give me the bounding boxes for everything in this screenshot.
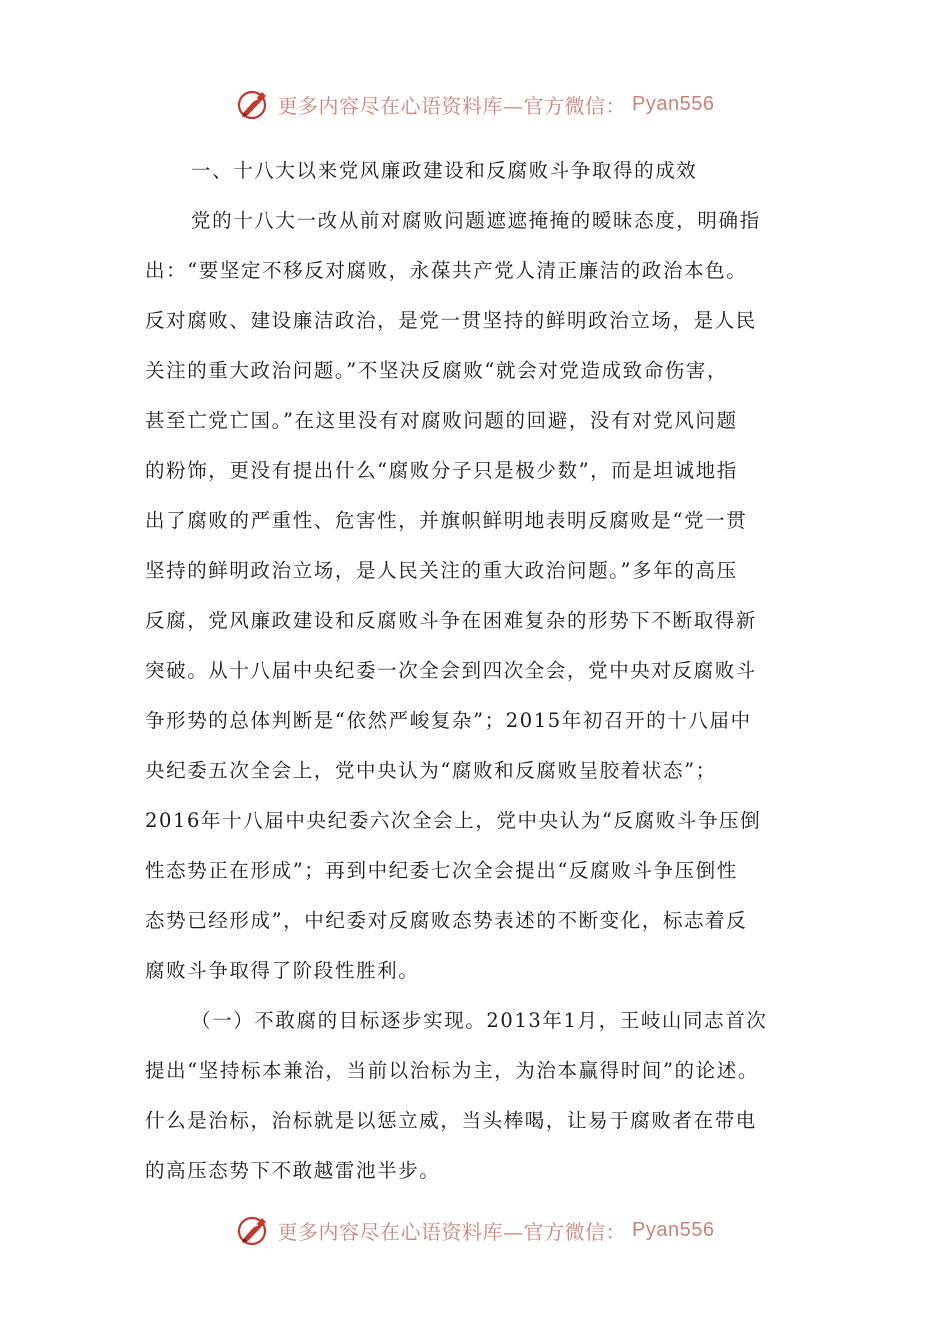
text-line: 反对腐败、建设廉洁政治，是党一贯坚持的鲜明政治立场，是人民 [145, 309, 757, 332]
footer-watermark [0, 1208, 950, 1252]
text-line: 性态势正在形成”；再到中纪委七次全会提出“反腐败斗争压倒性 [145, 859, 738, 882]
watermark-text: 更多内容尽在心语资料库—官方微信： [277, 1219, 627, 1244]
text-line: 什么是治标，治标就是以惩立威，当头棒喝，让易于腐败者在带电 [145, 1109, 757, 1132]
text-line: 2016年十八届中央纪委六次全会上，党中央认为“反腐败斗争压倒 [145, 809, 762, 832]
text-line: 的高压态势下不敢越雷池半步。 [145, 1159, 441, 1182]
document-body [145, 146, 810, 1196]
text-line: 突破。从十八届中央纪委一次全会到四次全会，党中央对反腐败斗 [145, 659, 757, 682]
text-line: 出了腐败的严重性、危害性，并旗帜鲜明地表明反腐败是“党一贯 [145, 509, 748, 532]
section-heading: 一、十八大以来党风廉政建设和反腐败斗争取得的成效 [191, 159, 698, 182]
pen-logo-icon [236, 1212, 272, 1248]
watermark-wechat-id: Pyan556 [632, 1218, 715, 1241]
text-line: 出：“要坚定不移反对腐败，永葆共产党人清正廉洁的政治本色。 [145, 259, 748, 282]
text-line: 态势已经形成”，中纪委对反腐败态势表述的不断变化，标志着反 [145, 909, 748, 932]
watermark-wechat-id: Pyan556 [632, 92, 715, 115]
watermark-text: 更多内容尽在心语资料库—官方微信： [277, 93, 627, 118]
text-line: 争形势的总体判断是“依然严峻复杂”；2015年初召开的十八届中 [145, 709, 752, 732]
text-line: 坚持的鲜明政治立场，是人民关注的重大政治问题。”多年的高压 [145, 559, 738, 582]
text-line: 反腐，党风廉政建设和反腐败斗争在困难复杂的形势下不断取得新 [145, 609, 757, 632]
header-watermark [0, 82, 950, 126]
subsection-line: （一）不敢腐的目标逐步实现。2013年1月，王岐山同志首次 [191, 1009, 768, 1032]
text-line: 关注的重大政治问题。”不坚决反腐败“就会对党造成致命伤害， [145, 359, 729, 382]
text-line: 甚至亡党亡国。”在这里没有对腐败问题的回避，没有对党风问题 [145, 409, 738, 432]
text-line: 腐败斗争取得了阶段性胜利。 [145, 959, 420, 982]
text-line: 央纪委五次全会上，党中央认为“腐败和反腐败呈胶着状态”； [145, 759, 717, 782]
text-line: 的粉饰，更没有提出什么“腐败分子只是极少数”，而是坦诚地指 [145, 459, 738, 482]
text-line: 提出“坚持标本兼治，当前以治标为主，为治本赢得时间”的论述。 [145, 1059, 759, 1082]
text-line: 党的十八大一改从前对腐败问题遮遮掩掩的暧昧态度，明确指 [191, 209, 761, 232]
pen-logo-icon [236, 86, 272, 122]
